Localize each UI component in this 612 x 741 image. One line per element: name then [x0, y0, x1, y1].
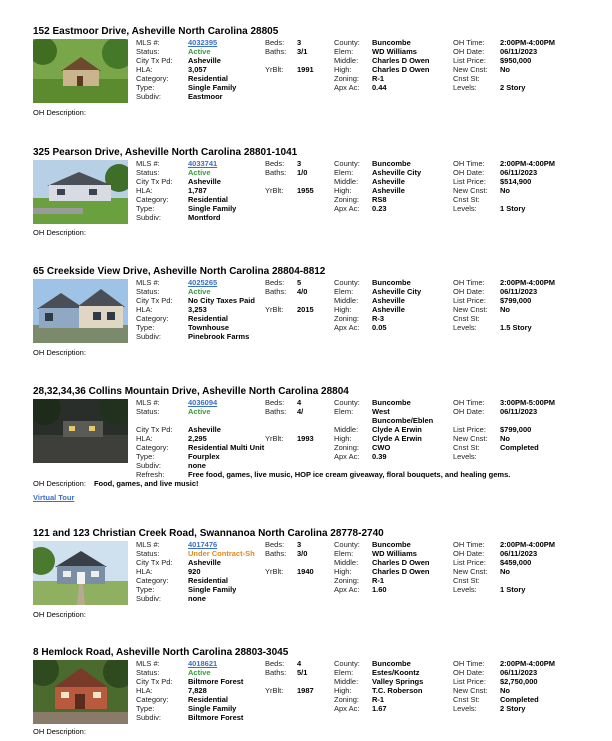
field-label: Middle:	[334, 56, 359, 65]
middle-value: Asheville	[372, 177, 405, 186]
field-label: Category:	[136, 314, 169, 323]
field-label: Beds:	[265, 540, 285, 549]
status-value: Active	[188, 168, 211, 177]
new-cnst-value: No	[500, 686, 510, 695]
mls-link[interactable]: 4036094	[188, 398, 218, 407]
field-label: OH Time:	[453, 38, 485, 47]
field-label: Beds:	[265, 159, 285, 168]
field-label: Elem:	[334, 668, 354, 677]
field-label: High:	[334, 305, 352, 314]
oh-date-value: 06/11/2023	[500, 407, 538, 416]
field-label: County:	[334, 38, 360, 47]
field-label: OH Description:	[33, 610, 86, 619]
baths-value: 4/0	[297, 287, 308, 296]
field-label: City Tx Pd:	[136, 425, 173, 434]
oh-description	[33, 108, 94, 117]
field-label: County:	[334, 540, 360, 549]
field-label: OH Description:	[33, 479, 86, 488]
hla-value: 2,295	[188, 434, 207, 443]
listing-address: 121 and 123 Christian Creek Road, Swannanoa North Carolina 28778-2740	[33, 528, 384, 539]
field-label: OH Date:	[453, 668, 485, 677]
field-label: High:	[334, 567, 352, 576]
field-label: Levels:	[453, 204, 477, 213]
field-label: High:	[334, 65, 352, 74]
field-label: HLA:	[136, 686, 153, 695]
category-value: Residential	[188, 695, 229, 704]
field-label: Apx Ac:	[334, 704, 360, 713]
field-label: New Cnst:	[453, 65, 488, 74]
field-label: OH Time:	[453, 398, 485, 407]
field-label: OH Time:	[453, 540, 485, 549]
field-label: Beds:	[265, 38, 285, 47]
field-label: High:	[334, 434, 352, 443]
field-label: Zoning:	[334, 195, 360, 204]
field-label: YrBlt:	[265, 65, 284, 74]
field-label: Middle:	[334, 177, 359, 186]
list-price-value: $514,900	[500, 177, 532, 186]
county-value: Buncombe	[372, 38, 411, 47]
zoning-value: CWO	[372, 443, 391, 452]
yrblt-value: 1991	[297, 65, 314, 74]
field-label: YrBlt:	[265, 434, 284, 443]
field-label: City Tx Pd:	[136, 677, 173, 686]
elem-value: WD Williams	[372, 549, 417, 558]
field-label: OH Description:	[33, 228, 86, 237]
field-label: YrBlt:	[265, 567, 284, 576]
oh-date-value: 06/11/2023	[500, 168, 538, 177]
category-value: Residential	[188, 74, 229, 83]
county-value: Buncombe	[372, 159, 411, 168]
field-label: Status:	[136, 47, 160, 56]
field-label: HLA:	[136, 65, 153, 74]
field-label: Status:	[136, 549, 160, 558]
field-label: MLS #:	[136, 540, 160, 549]
field-label: HLA:	[136, 567, 153, 576]
beds-value: 3	[297, 38, 302, 47]
type-value: Townhouse	[188, 323, 230, 332]
field-label: Type:	[136, 83, 155, 92]
field-label: MLS #:	[136, 398, 160, 407]
field-label: New Cnst:	[453, 686, 488, 695]
field-label: Status:	[136, 168, 160, 177]
field-label: OH Time:	[453, 278, 485, 287]
field-label: County:	[334, 159, 360, 168]
field-label: Apx Ac:	[334, 204, 360, 213]
elem-value: Estes/Koontz	[372, 668, 420, 677]
field-label: List Price:	[453, 558, 486, 567]
baths-value: 5/1	[297, 668, 308, 677]
middle-value: Clyde A Erwin	[372, 425, 422, 434]
subdiv-value: none	[188, 594, 206, 603]
type-value: Single Family	[188, 704, 237, 713]
field-label: New Cnst:	[453, 567, 488, 576]
zoning-value: R-3	[372, 314, 385, 323]
field-label: Status:	[136, 407, 160, 416]
listing-photo[interactable]	[33, 39, 128, 103]
field-label: Apx Ac:	[334, 83, 360, 92]
field-label: Elem:	[334, 47, 354, 56]
listing-address: 325 Pearson Drive, Asheville North Carolina 28801-1041	[33, 147, 298, 158]
field-label: OH Date:	[453, 47, 485, 56]
field-label: YrBlt:	[265, 305, 284, 314]
field-label: Apx Ac:	[334, 323, 360, 332]
field-label: Elem:	[334, 407, 354, 416]
field-label: Middle:	[334, 296, 359, 305]
subdiv-value: Biltmore Forest	[188, 713, 244, 722]
yrblt-value: 1955	[297, 186, 314, 195]
type-value: Fourplex	[188, 452, 220, 461]
field-label: List Price:	[453, 296, 486, 305]
category-value: Residential	[188, 314, 229, 323]
field-label: City Tx Pd:	[136, 558, 173, 567]
field-label: High:	[334, 686, 352, 695]
field-label: Cnst St:	[453, 695, 480, 704]
oh-date-value: 06/11/2023	[500, 287, 538, 296]
oh-date-value: 06/11/2023	[500, 549, 538, 558]
field-label: Status:	[136, 668, 160, 677]
field-label: HLA:	[136, 186, 153, 195]
mls-link[interactable]: 4025265	[188, 278, 218, 287]
category-value: Residential Multi Unit	[188, 443, 265, 452]
field-label: Cnst St:	[453, 314, 480, 323]
field-label: Elem:	[334, 168, 354, 177]
listing-address: 152 Eastmoor Drive, Asheville North Carolina 28805	[33, 26, 279, 37]
field-label: OH Time:	[453, 659, 485, 668]
baths-value: 4/	[297, 407, 304, 416]
city-value: Biltmore Forest	[188, 677, 244, 686]
field-label: Cnst St:	[453, 74, 480, 83]
apx-ac-value: 0.05	[372, 323, 387, 332]
field-label: New Cnst:	[453, 186, 488, 195]
field-label: Baths:	[265, 287, 287, 296]
status-value: Active	[188, 668, 211, 677]
zoning-value: R-1	[372, 74, 385, 83]
baths-value: 3/1	[297, 47, 308, 56]
category-value: Residential	[188, 576, 229, 585]
type-value: Single Family	[188, 585, 237, 594]
oh-date-value: 06/11/2023	[500, 47, 538, 56]
field-label: Type:	[136, 704, 155, 713]
listing-photo[interactable]	[33, 660, 128, 724]
field-label: List Price:	[453, 177, 486, 186]
hla-value: 1,787	[188, 186, 207, 195]
field-label: Refresh:	[136, 470, 165, 479]
list-price-value: $950,000	[500, 56, 532, 65]
zoning-value: RS8	[372, 195, 387, 204]
field-label: OH Date:	[453, 287, 485, 296]
list-price-value: $459,000	[500, 558, 532, 567]
field-label: Category:	[136, 443, 169, 452]
field-label: OH Description:	[33, 108, 86, 117]
middle-value: Charles D Owen	[372, 558, 430, 567]
status-value: Active	[188, 407, 211, 416]
levels-value: 1.5 Story	[500, 323, 532, 332]
mls-link[interactable]: 4032395	[188, 38, 218, 47]
field-label: County:	[334, 278, 360, 287]
field-label: Levels:	[453, 323, 477, 332]
cnst-st-value: Completed	[500, 443, 539, 452]
field-label: Baths:	[265, 47, 287, 56]
listing-address: 8 Hemlock Road, Asheville North Carolina 28803-3045	[33, 647, 289, 658]
levels-value: 2 Story	[500, 83, 526, 92]
yrblt-value: 2015	[297, 305, 314, 314]
middle-value: Valley Springs	[372, 677, 424, 686]
high-value: Charles D Owen	[372, 567, 430, 576]
field-label: Zoning:	[334, 695, 360, 704]
field-label: Subdiv:	[136, 594, 162, 603]
listing-photo[interactable]	[33, 160, 128, 224]
elem-value: West	[372, 407, 390, 416]
field-label: OH Date:	[453, 549, 485, 558]
field-label: Category:	[136, 74, 169, 83]
field-label: Category:	[136, 695, 169, 704]
field-label: YrBlt:	[265, 186, 284, 195]
city-value: Asheville	[188, 56, 221, 65]
oh-description-value: Food, games, and live music!	[93, 479, 199, 488]
mls-link[interactable]: 4033741	[188, 159, 218, 168]
hla-value: 3,057	[188, 65, 207, 74]
oh-time-value: 2:00PM-4:00PM	[500, 540, 556, 549]
oh-time-value: 3:00PM-5:00PM	[500, 398, 556, 407]
city-value: No City Taxes Paid	[188, 296, 255, 305]
field-label: New Cnst:	[453, 434, 488, 443]
field-label: Subdiv:	[136, 332, 162, 341]
field-label: Baths:	[265, 407, 287, 416]
county-value: Buncombe	[372, 278, 411, 287]
field-label: OH Description:	[33, 348, 86, 357]
yrblt-value: 1940	[297, 567, 314, 576]
field-label: Type:	[136, 452, 155, 461]
field-label: Category:	[136, 576, 169, 585]
field-label: Category:	[136, 195, 169, 204]
field-label: Beds:	[265, 278, 285, 287]
oh-time-value: 2:00PM-4:00PM	[500, 278, 556, 287]
field-label: List Price:	[453, 56, 486, 65]
high-value: T.C. Roberson	[372, 686, 423, 695]
beds-value: 3	[297, 540, 302, 549]
zoning-value: R-1	[372, 576, 385, 585]
type-value: Single Family	[188, 83, 237, 92]
field-label: Middle:	[334, 677, 359, 686]
type-value: Single Family	[188, 204, 237, 213]
apx-ac-value: 0.23	[372, 204, 387, 213]
beds-value: 5	[297, 278, 302, 287]
hla-value: 7,828	[188, 686, 207, 695]
field-label: Zoning:	[334, 74, 360, 83]
high-value: Asheville	[372, 186, 405, 195]
field-label: Beds:	[265, 398, 285, 407]
field-label: Cnst St:	[453, 443, 480, 452]
field-label: Baths:	[265, 668, 287, 677]
oh-description	[33, 228, 94, 237]
field-label: Type:	[136, 323, 155, 332]
new-cnst-value: No	[500, 186, 510, 195]
high-value: Charles D Owen	[372, 65, 430, 74]
field-label: Middle:	[334, 425, 359, 434]
field-label: List Price:	[453, 677, 486, 686]
elem-value: Asheville City	[372, 168, 422, 177]
mls-link[interactable]: 4018621	[188, 659, 218, 668]
subdiv-value: Pinebrook Farms	[188, 332, 250, 341]
field-label: Cnst St:	[453, 195, 480, 204]
field-label: Subdiv:	[136, 713, 162, 722]
field-label: Levels:	[453, 704, 477, 713]
refresh-value: Free food, games, live music, HOP ice cream giveaway, floral bouquets, and healing gems.	[188, 470, 511, 479]
field-label: MLS #:	[136, 159, 160, 168]
field-label: HLA:	[136, 434, 153, 443]
field-label: Type:	[136, 204, 155, 213]
mls-link[interactable]: 4017476	[188, 540, 218, 549]
oh-time-value: 2:00PM-4:00PM	[500, 38, 556, 47]
status-value: Under Contract-Sh	[188, 549, 255, 558]
cnst-st-value: Completed	[500, 695, 539, 704]
status-value: Active	[188, 47, 211, 56]
field-label: Zoning:	[334, 443, 360, 452]
subdiv-value: Montford	[188, 213, 221, 222]
oh-description	[33, 610, 94, 619]
field-label: Cnst St:	[453, 576, 480, 585]
levels-value: 2 Story	[500, 704, 526, 713]
field-label: Levels:	[453, 585, 477, 594]
oh-description	[33, 479, 199, 488]
beds-value: 4	[297, 398, 302, 407]
high-value: Clyde A Erwin	[372, 434, 422, 443]
field-label: MLS #:	[136, 659, 160, 668]
field-label: OH Date:	[453, 407, 485, 416]
field-label: County:	[334, 659, 360, 668]
field-label: Type:	[136, 585, 155, 594]
oh-description	[33, 727, 94, 736]
status-value: Active	[188, 287, 211, 296]
levels-value: 1 Story	[500, 204, 526, 213]
levels-value: 1 Story	[500, 585, 526, 594]
yrblt-value: 1993	[297, 434, 314, 443]
field-label: City Tx Pd:	[136, 296, 173, 305]
listing-photo[interactable]	[33, 541, 128, 605]
field-label: Elem:	[334, 549, 354, 558]
list-price-value: $2,750,000	[500, 677, 538, 686]
county-value: Buncombe	[372, 540, 411, 549]
elem-value-continued: Buncombe/Eblen	[372, 416, 434, 425]
virtual-tour-link[interactable]: Virtual Tour	[33, 493, 75, 502]
city-value: Asheville	[188, 558, 221, 567]
field-label: Middle:	[334, 558, 359, 567]
field-label: Beds:	[265, 659, 285, 668]
list-price-value: $799,000	[500, 425, 532, 434]
field-label: Subdiv:	[136, 461, 162, 470]
baths-value: 1/0	[297, 168, 308, 177]
field-label: OH Date:	[453, 168, 485, 177]
middle-value: Asheville	[372, 296, 405, 305]
city-value: Asheville	[188, 177, 221, 186]
field-label: Apx Ac:	[334, 452, 360, 461]
field-label: Subdiv:	[136, 92, 162, 101]
listing-photo[interactable]	[33, 279, 128, 343]
county-value: Buncombe	[372, 659, 411, 668]
subdiv-value: none	[188, 461, 206, 470]
field-label: Levels:	[453, 452, 477, 461]
field-label: MLS #:	[136, 278, 160, 287]
field-label: YrBlt:	[265, 686, 284, 695]
new-cnst-value: No	[500, 305, 510, 314]
county-value: Buncombe	[372, 398, 411, 407]
high-value: Asheville	[372, 305, 405, 314]
listing-address: 28,32,34,36 Collins Mountain Drive, Asheville North Carolina 28804	[33, 386, 349, 397]
field-label: Status:	[136, 287, 160, 296]
field-label: County:	[334, 398, 360, 407]
list-price-value: $799,000	[500, 296, 532, 305]
field-label: Levels:	[453, 83, 477, 92]
yrblt-value: 1987	[297, 686, 314, 695]
listing-address: 65 Creekside View Drive, Asheville North Carolina 28804-8812	[33, 266, 326, 277]
field-label: Baths:	[265, 549, 287, 558]
oh-description	[33, 348, 94, 357]
category-value: Residential	[188, 195, 229, 204]
baths-value: 3/0	[297, 549, 308, 558]
field-label: High:	[334, 186, 352, 195]
field-label: OH Time:	[453, 159, 485, 168]
field-label: Subdiv:	[136, 213, 162, 222]
field-label: OH Description:	[33, 727, 86, 736]
field-label: City Tx Pd:	[136, 177, 173, 186]
elem-value: Asheville City	[372, 287, 422, 296]
middle-value: Charles D Owen	[372, 56, 430, 65]
city-value: Asheville	[188, 425, 221, 434]
field-label: MLS #:	[136, 38, 160, 47]
apx-ac-value: 1.67	[372, 704, 387, 713]
oh-time-value: 2:00PM-4:00PM	[500, 659, 556, 668]
new-cnst-value: No	[500, 434, 510, 443]
field-label: City Tx Pd:	[136, 56, 173, 65]
oh-time-value: 2:00PM-4:00PM	[500, 159, 556, 168]
elem-value: WD Williams	[372, 47, 417, 56]
apx-ac-value: 0.39	[372, 452, 387, 461]
apx-ac-value: 1.60	[372, 585, 387, 594]
field-label: Zoning:	[334, 576, 360, 585]
new-cnst-value: No	[500, 65, 510, 74]
field-label: New Cnst:	[453, 305, 488, 314]
listing-photo[interactable]	[33, 399, 128, 463]
hla-value: 920	[188, 567, 201, 576]
oh-date-value: 06/11/2023	[500, 668, 538, 677]
field-label: Zoning:	[334, 314, 360, 323]
field-label: HLA:	[136, 305, 153, 314]
new-cnst-value: No	[500, 567, 510, 576]
field-label: Apx Ac:	[334, 585, 360, 594]
subdiv-value: Eastmoor	[188, 92, 223, 101]
field-label: Baths:	[265, 168, 287, 177]
beds-value: 4	[297, 659, 302, 668]
field-label: Elem:	[334, 287, 354, 296]
hla-value: 3,253	[188, 305, 207, 314]
field-label: List Price:	[453, 425, 486, 434]
apx-ac-value: 0.44	[372, 83, 387, 92]
beds-value: 3	[297, 159, 302, 168]
zoning-value: R-1	[372, 695, 385, 704]
